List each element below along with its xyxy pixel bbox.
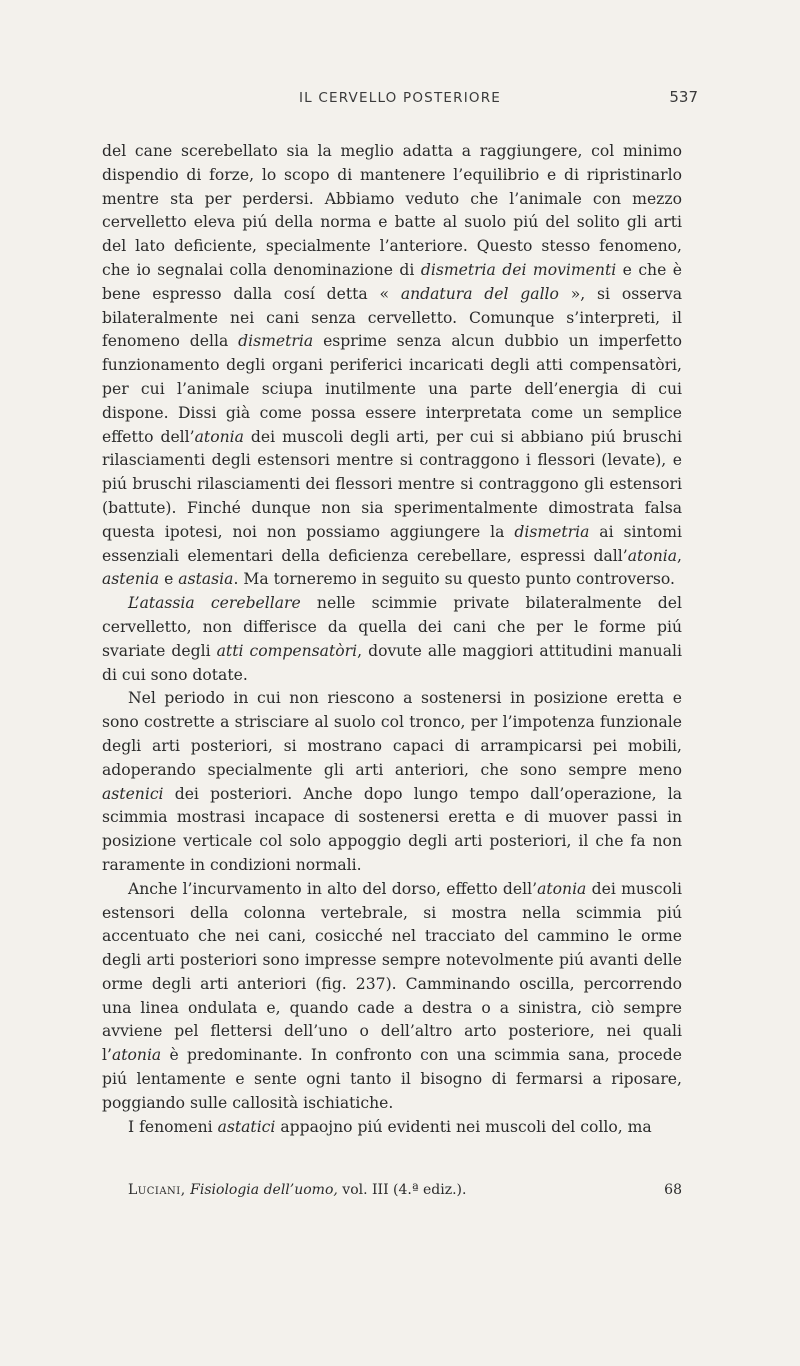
- paragraph-4: Anche l’incurvamento in alto del dorso, effetto dell’atonia dei muscoli estensori della colonna vertebrale, si mostra nella scimmia piú accentuato che nei cani, cosicché nel tracciato del cammino le orme degli arti posteriori sono impresse sempre notevolmente piú avanti delle orme degli arti anteriori (fig. 237). Camminando oscilla, percorrendo una linea ondulata e, quando cade a destra o a sinistra, ciò sempre avviene pel flettersi dell’uno o dell’altro arto posteriore, nei quali l’atonia è predominante. In confronto con una scimmia sana, procede piú lentamente e sente ogni tanto il bisogno di fermarsi a riposare, poggiando sulle callosità ischiatiche.: [102, 879, 682, 1112]
- paragraph-2: L’atassia cerebellare nelle scimmie private bilateralmente del cervelletto, non differisce da quella dei cani che per le forme piú svariate degli atti compensatòri, dovute alle maggiori attitudini manuali di cui sono dotate.: [102, 594, 682, 684]
- footer-edition: vol. III (4.ª ediz.).: [337, 1182, 467, 1198]
- sheet-number: 68: [664, 1182, 682, 1198]
- footer-work-title: Fisiologia dell’uomo,: [190, 1182, 338, 1198]
- page-number: 537: [669, 88, 698, 106]
- footer-signature: [128, 1182, 682, 1198]
- paragraph-3: Nel periodo in cui non riescono a sostenersi in posizione eretta e sono costrette a strisciare al suolo col tronco, per l’impotenza funzionale degli arti posteriori, si mostrano capaci di arrampicarsi pei mobili, adoperando specialmente gli arti anteriori, che sono sempre meno astenici dei posteriori. Anche dopo lungo tempo dall’operazione, la scimmia mostrasi incapace di sostenersi eretta e di muover passi in posizione verticale col solo appoggio degli arti posteriori, il che fa non raramente in condizioni normali.: [102, 689, 682, 874]
- footer-author: Luciani,: [128, 1182, 186, 1198]
- paragraph-1: del cane scerebellato sia la meglio adatta a raggiungere, col minimo dispendio di forze, lo scopo di mantenere l’equilibrio e di ripristinarlo mentre sta per perdersi. Abbiamo veduto che l’animale con mezzo cervelletto eleva piú della norma e batte al suolo piú del solito gli arti del lato deficiente, specialmente l’anteriore. Questo stesso fenomeno, che io segnalai colla denominazione di dismetria dei movimenti e che è bene espresso dalla cosí detta « andatura del gallo », si osserva bilateralmente nei cani senza cervelletto. Comunque s’interpreti, il fenomeno della dismetria esprime senza alcun dubbio un imperfetto funzionamento degli organi periferici incaricati degli atti compensatòri, per cui l’animale sciupa inutilmente una parte dell’energia di cui dispone. Dissi già come possa essere interpretata come un semplice effetto dell’atonia dei muscoli degli arti, per cui si abbiano piú bruschi rilasciamenti degli estensori mentre si contraggono i flessori (levate), e piú bruschi rilasciamenti dei flessori mentre si contraggono gli estensori (battute). Finché dunque non sia sperimentalmente dimostrata falsa questa ipotesi, noi non possiamo aggiungere la dismetria ai sintomi essenziali elementari della deficienza cerebellare, espressi dall’atonia, astenia e astasia. Ma torneremo in seguito su questo punto controverso.: [102, 142, 682, 589]
- running-title: IL CERVELLO POSTERIORE: [298, 90, 502, 106]
- paragraph-5: I fenomeni astatici appaojno piú evidenti nei muscoli del collo, ma: [128, 1117, 652, 1136]
- body-text: [102, 140, 682, 1139]
